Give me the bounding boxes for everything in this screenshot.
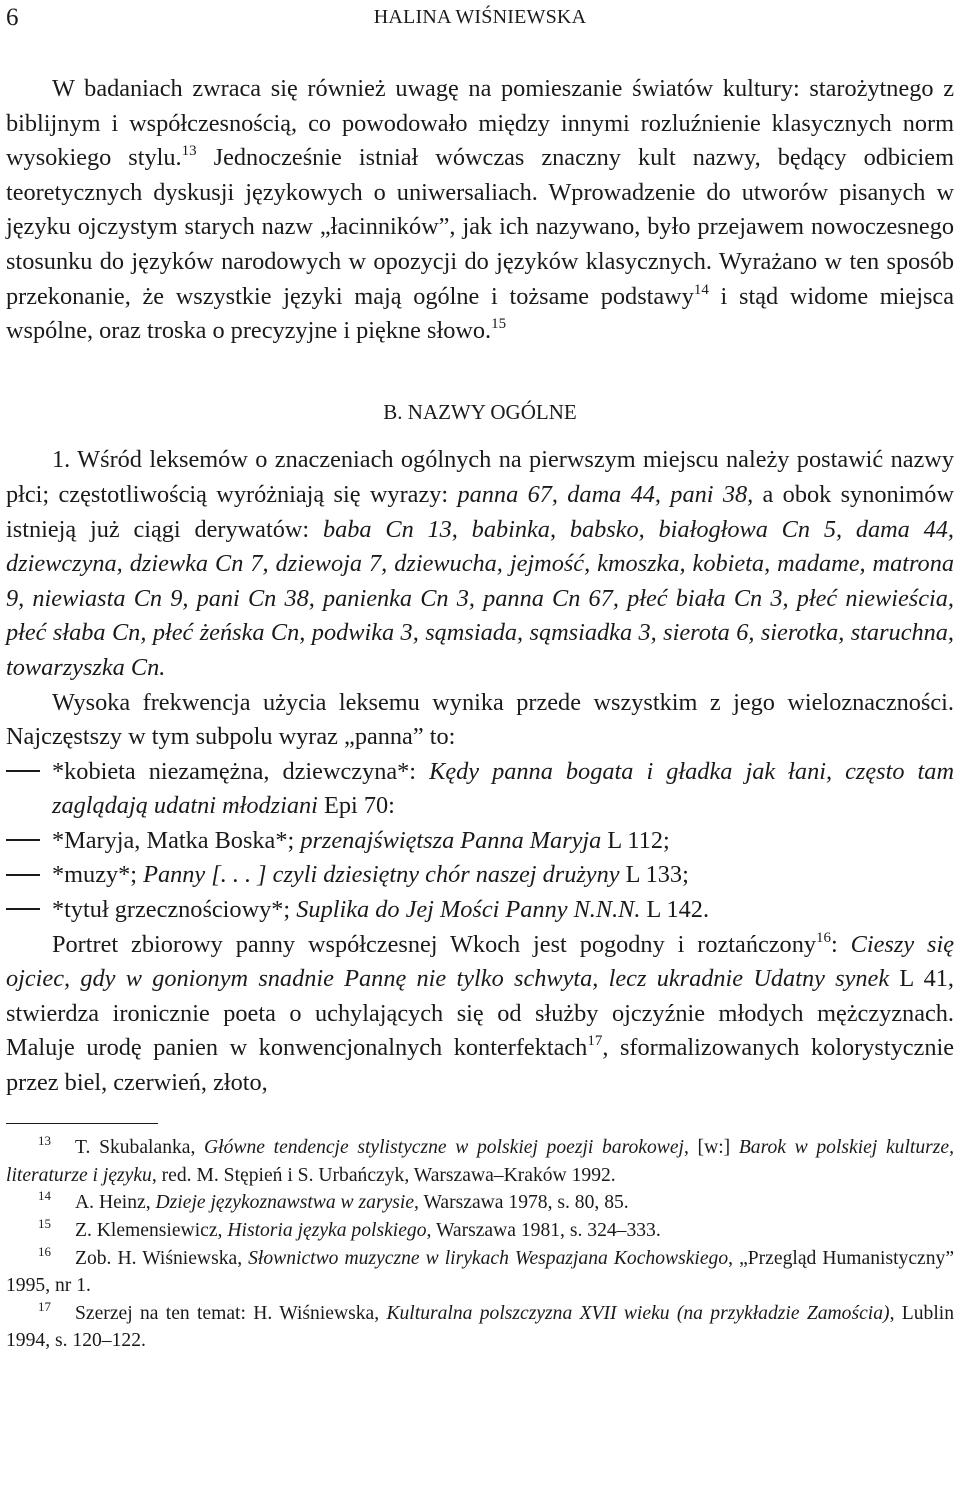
source-ref: L 112;: [601, 826, 670, 854]
footnote-text: T. Skubalanka,: [75, 1137, 205, 1159]
footnotes: [6, 1134, 954, 1355]
footnote-number: 14: [38, 1188, 51, 1204]
dash-item: [6, 858, 954, 893]
footnote-title: Historia języka polskiego: [227, 1219, 427, 1241]
paragraph-frequency: Wysoka frekwencja użycia leksemu wynika przede wszystkim z jego wieloznaczności. Najczęstszy w tym subpolu wyraz „panna” to:: [6, 688, 954, 751]
paragraph-text: , sformalizowanych kolorystycznie przez biel, czerwień, złoto,: [6, 1034, 954, 1097]
footnote-text: Zob. H. Wiśniewska,: [75, 1247, 249, 1269]
meaning-label: *muzy*;: [52, 861, 144, 889]
paragraph-intro: [6, 72, 954, 349]
meaning-label: *tytuł grzecznościowy*;: [52, 896, 297, 924]
source-ref: L 142.: [640, 896, 710, 924]
quote: Suplika do Jej Mości Panny N.N.N.: [296, 896, 641, 924]
meaning-label: *kobieta niezamężna, dziewczyna*:: [52, 757, 430, 785]
italic-examples: panna 67, dama 44, pani 38,: [457, 480, 754, 508]
footnote-text: , Lublin 1994, s. 120–122.: [6, 1302, 955, 1352]
footnote-text: , „Przegląd Humanistyczny” 1995, nr 1.: [6, 1247, 955, 1297]
footnote-text: , Warszawa 1978, s. 80, 85.: [414, 1192, 629, 1214]
footnote-16: [6, 1245, 954, 1300]
footnote-number: 13: [38, 1133, 51, 1149]
footnote-15: [6, 1217, 954, 1245]
body-text: [6, 72, 954, 1101]
footnote-17: [6, 1300, 954, 1355]
footnote-ref-14[interactable]: 14: [693, 281, 709, 298]
footnote-text: , [w:]: [684, 1137, 739, 1159]
paragraph-text: W badaniach zwraca się również uwagę na pomieszanie światów kultury: starożytnego z biblijnym i współczesnością, co powodowało między innymi rozluźnienie klasycznych norm wysokiego stylu.: [6, 75, 954, 172]
footnote-separator: [6, 1123, 158, 1125]
footnote-text: , Warszawa 1981, s. 324–333.: [426, 1219, 661, 1241]
footnote-ref-16[interactable]: 16: [816, 929, 832, 946]
section-heading: B. NAZWY OGÓLNE: [383, 399, 577, 424]
footnote-text: Z. Klemensiewicz,: [75, 1219, 228, 1241]
source-ref: L 133;: [619, 861, 689, 889]
quote: Kędy panna bogata i gładka jak łani, często tam zaglądają udatni młodziani: [52, 757, 954, 820]
footnote-number: 16: [38, 1243, 51, 1259]
paragraph-portrait: [6, 928, 954, 1101]
em-dash: [6, 908, 40, 910]
quote: Cieszy się ojciec, gdy w gonionym snadnie Pannę nie tylko schwyta, lecz ukradnie Udatny synek: [6, 930, 954, 993]
footnote-title: Barok w polskiej kulturze, literaturze i języku: [6, 1137, 954, 1186]
paragraph-text: a obok synonimów istnieją już ciągi derywatów:: [6, 480, 954, 543]
em-dash: [6, 770, 40, 772]
page-number: 6: [6, 4, 19, 31]
dash-item: [6, 893, 954, 928]
footnote-ref-13[interactable]: 13: [181, 143, 197, 160]
dash-item: [6, 824, 954, 859]
footnote-14: [6, 1189, 954, 1217]
dash-item: [6, 755, 954, 824]
footnote-title: Kulturalna polszczyzna XVII wieku (na przykładzie Zamościa): [386, 1302, 890, 1324]
footnote-title: Główne tendencje stylistyczne w polskiej poezji barokowej: [204, 1137, 684, 1159]
meaning-label: *Maryja, Matka Boska*;: [52, 826, 301, 854]
page: [6, 0, 954, 1355]
source-ref: Epi 70:: [317, 792, 395, 820]
footnote-number: 17: [38, 1298, 51, 1314]
footnote-ref-15[interactable]: 15: [491, 316, 507, 333]
paragraph-text: Jednocześnie istniał wówczas znaczny kult nazwy, będący odbiciem teoretycznych dyskusji językowych o uniwersaliach. Wprowadzenie do utworów pisanych w języku ojczystym starych nazw „łacinników”, jak ich nazywano, było przejawem nowoczesnego stosunku do języków narodowych w opozycji do języków klasycznych. Wyrażano w ten sposób przekonanie, że wszystkie języki mają ogólne i tożsame podstawy: [6, 144, 954, 310]
footnote-text: Szerzej na ten temat: H. Wiśniewska,: [75, 1302, 387, 1324]
footnote-13: [6, 1134, 954, 1189]
footnote-ref-17[interactable]: 17: [587, 1033, 603, 1050]
quote: Panny [. . . ] czyli dziesiętny chór naszej drużyny: [143, 861, 620, 889]
quote: przenajświętsza Panna Maryja: [300, 826, 602, 854]
footnote-number: 15: [38, 1215, 51, 1231]
page-header: [6, 0, 954, 34]
running-head: HALINA WIŚNIEWSKA: [373, 6, 587, 28]
paragraph-text: i stąd widome miejsca wspólne, oraz troska o precyzyjne i piękne słowo.: [6, 282, 954, 345]
em-dash: [6, 874, 40, 876]
italic-examples: baba Cn 13, babinka, babsko, białogłowa Cn 5, dama 44, dziewczyna, dziewka Cn 7, dziewoja 7, dziewucha, jejmość, kmoszka, kobieta, madame, matrona 9, niewiasta Cn 9, pani Cn 38, panienka Cn 3, panna Cn 67, płeć biała Cn 3, płeć niewieścia, płeć słaba Cn, płeć żeńska Cn, podwika 3, sąmsiada, sąmsiadka 3, sierota 6, sierotka, staruchna, towarzyszka Cn.: [6, 515, 954, 681]
paragraph-text: L 41, stwierdza ironicznie poeta o uchylających się od służby ojczyźnie młodych mężczyznach. Maluje urodę panien w konwencjonalnych konterfektach: [6, 965, 955, 1062]
footnote-title: Dzieje językoznawstwa w zarysie: [155, 1192, 415, 1214]
em-dash: [6, 839, 40, 841]
footnote-text: , red. M. Stępień i S. Urbańczyk, Warszawa–Kraków 1992.: [151, 1164, 616, 1186]
paragraph-text: Portret zbiorowy panny współczesnej Wkoch jest pogodny i roztańczony: [52, 930, 817, 958]
footnote-title: Słownictwo muzyczne w lirykach Wespazjana Kochowskiego: [248, 1247, 729, 1269]
footnote-text: A. Heinz,: [75, 1192, 156, 1214]
paragraph-general-names: [6, 443, 954, 685]
paragraph-text: 1. Wśród leksemów o znaczeniach ogólnych na pierwszym miejscu należy postawić nazwy płci; częstotliwością wyróżniają się wyrazy:: [6, 446, 954, 508]
paragraph-text: :: [831, 930, 851, 958]
